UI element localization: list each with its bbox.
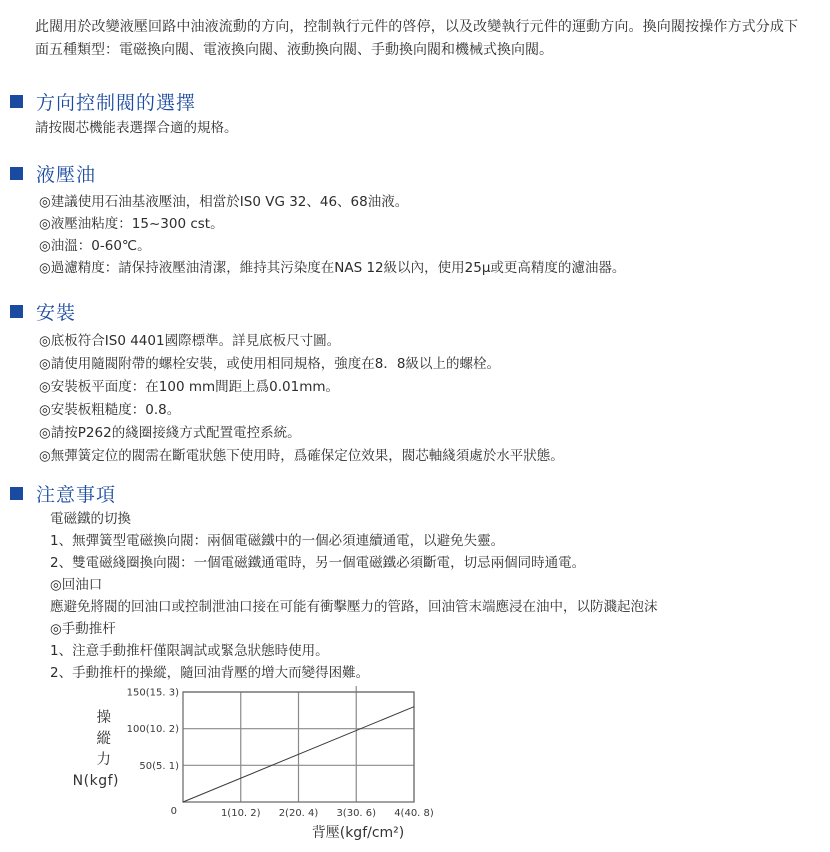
text-line: ◎安裝板粗糙度：0.8。 xyxy=(39,402,181,418)
y-axis-label-char: 縱 xyxy=(96,731,111,747)
chart-plot xyxy=(121,684,491,824)
page-intro-paragraph: 此閥用於改變液壓回路中油液流動的方向，控制執行元件的啓停，以及改變執行元件的運動方向。換向閥按操作方式分成下面五種類型：電磁換向閥、電液換向閥、液動換向閥、手動換向閥和機械式換向閥。 xyxy=(35,19,798,58)
svg-text:0: 0 xyxy=(170,806,177,817)
section-heading-row xyxy=(10,160,830,186)
y-axis-unit-label: N(kgf) xyxy=(72,773,119,789)
section-title: 液壓油 xyxy=(36,163,97,186)
section-body xyxy=(50,508,830,684)
section-body xyxy=(35,118,830,138)
section-installation xyxy=(0,298,830,468)
text-line: ◎安裝板平面度：在100 mm間距上爲0.01mm。 xyxy=(39,379,339,395)
section-title: 注意事項 xyxy=(36,483,117,506)
text-line: ◎油溫：0-60℃。 xyxy=(39,238,151,254)
text-line: ◎請按P262的綫圈接綫方式配置電控系統。 xyxy=(39,425,301,441)
y-axis-label-char: 操 xyxy=(96,710,111,726)
text-line: ◎液壓油粘度：15~300 cst。 xyxy=(39,216,224,232)
section-body xyxy=(39,191,830,279)
section-heading-row xyxy=(10,480,830,506)
text-line: ◎手動推杆 xyxy=(50,621,116,637)
svg-text:150(15. 3): 150(15. 3) xyxy=(126,687,179,699)
text-line: 電磁鐵的切換 xyxy=(50,511,131,527)
section-heading-row xyxy=(10,88,830,114)
chart-y-axis-label xyxy=(52,684,121,791)
text-line: 1、注意手動推杆僅限調試或緊急狀態時使用。 xyxy=(50,643,329,659)
blue-square-bullet-icon xyxy=(10,95,23,108)
text-line: 請按閥芯機能表選擇合適的規格。 xyxy=(35,120,238,136)
text-line: ◎過濾精度：請保持液壓油清潔，維持其污染度在NAS 12級以內，使用25μ或更高精度的濾油器。 xyxy=(39,260,626,276)
section-title: 安裝 xyxy=(36,301,77,324)
svg-text:2(20. 4): 2(20. 4) xyxy=(278,808,319,819)
y-axis-label-char: 力 xyxy=(96,752,111,768)
section-title: 方向控制閥的選擇 xyxy=(36,91,197,114)
svg-text:4(40. 8): 4(40. 8) xyxy=(394,808,434,819)
text-line: ◎無彈簧定位的閥需在斷電狀態下使用時，爲確保定位效果，閥芯軸綫須處於水平狀態。 xyxy=(39,448,564,464)
text-line: 1、無彈簧型電磁換向閥：兩個電磁鐵中的一個必須連續通電，以避免失靈。 xyxy=(50,533,505,549)
section-precautions xyxy=(0,480,830,684)
blue-square-bullet-icon xyxy=(10,305,23,318)
text-line: ◎建議使用石油基液壓油，相當於IS0 VG 32、46、68油液。 xyxy=(39,194,409,210)
chart-x-axis-label: 背壓(kgf/cm²) xyxy=(311,825,405,841)
blue-square-bullet-icon xyxy=(10,487,23,500)
text-line: ◎回油口 xyxy=(50,577,103,593)
section-direction-valve-selection xyxy=(0,88,830,138)
svg-text:50(5. 1): 50(5. 1) xyxy=(139,760,179,772)
text-line: 2、手動推杆的操縱，隨回油背壓的增大而變得困難。 xyxy=(50,665,370,681)
chart-operating-force xyxy=(52,684,830,842)
text-line: ◎請使用隨閥附帶的螺栓安裝，或使用相同規格，強度在8．8級以上的螺栓。 xyxy=(39,356,500,372)
text-line: 應避免將閥的回油口或控制泄油口接在可能有衝擊壓力的管路，回油管末端應浸在油中，以防濺起泡沫 xyxy=(50,599,658,615)
svg-text:3(30. 6): 3(30. 6) xyxy=(336,808,377,819)
section-heading-row xyxy=(10,298,830,324)
blue-square-bullet-icon xyxy=(10,167,23,180)
svg-text:1(10. 2): 1(10. 2) xyxy=(220,808,261,819)
section-hydraulic-oil xyxy=(0,160,830,279)
text-line: 2、雙電磁綫圈換向閥：一個電磁鐵通電時，另一個電磁鐵必須斷電，切忌兩個同時通電。 xyxy=(50,555,586,571)
text-line: ◎底板符合IS0 4401國際標準。詳見底板尺寸圖。 xyxy=(39,333,341,349)
svg-text:100(10. 2): 100(10. 2) xyxy=(126,724,179,736)
section-body xyxy=(39,330,830,468)
chart-row xyxy=(52,684,830,824)
